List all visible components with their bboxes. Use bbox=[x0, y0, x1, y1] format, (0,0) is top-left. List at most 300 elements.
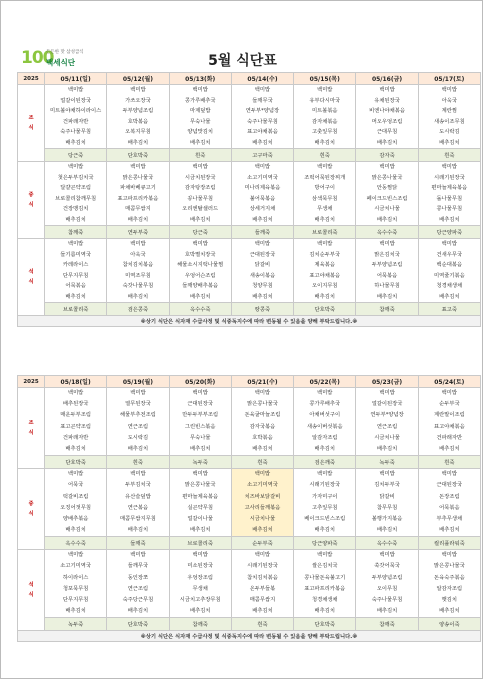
porridge-cell: 단호박죽 bbox=[45, 456, 107, 469]
porridge-cell: 흰죽 bbox=[169, 149, 231, 162]
porridge-cell: 녹두죽 bbox=[356, 456, 418, 469]
menu-item: 첫은두부김치국 bbox=[57, 174, 94, 181]
menu-item: 고춧잎무침 bbox=[311, 129, 338, 135]
menu-item: 유산슬덮밥 bbox=[125, 493, 151, 500]
menu-item: 백미밥 bbox=[254, 87, 271, 93]
menu-item: 우엉어슨조림 bbox=[184, 272, 216, 279]
menu-item: 부추무생채 bbox=[436, 515, 463, 522]
menu-item: 두부양념조림 bbox=[371, 574, 403, 581]
day-header: 05/19(월) bbox=[107, 376, 169, 388]
menu-cell bbox=[169, 388, 231, 456]
porridge-cell: 고구마죽 bbox=[231, 149, 293, 162]
menu-item: 편마늘제육볶음 bbox=[182, 493, 219, 500]
menu-cell bbox=[169, 469, 231, 537]
menu-cell bbox=[356, 85, 418, 149]
menu-item: 하이라이스 bbox=[62, 574, 89, 581]
menu-item: 해물소시지떡나물찜 bbox=[177, 262, 224, 268]
menu-item: 쑥갓어묵국 bbox=[374, 563, 400, 570]
menu-cell bbox=[45, 469, 107, 537]
menu-item: 배추김치 bbox=[65, 216, 86, 223]
year-cell: 2025 bbox=[18, 73, 45, 85]
menu-item: 백미밥 bbox=[192, 471, 208, 478]
meal-row bbox=[18, 162, 481, 226]
menu-item: 배추김치 bbox=[252, 139, 273, 146]
menu-item: 얼갈이된장국 bbox=[60, 97, 91, 104]
menu-item: 비엔나야채볶음 bbox=[369, 108, 405, 114]
week-1-table bbox=[17, 72, 481, 327]
menu-cell bbox=[294, 388, 356, 456]
menu-item: 건새우무국 bbox=[436, 251, 463, 258]
soup-row bbox=[18, 226, 481, 239]
menu-item: 호박멸치장국 bbox=[184, 251, 216, 258]
porridge-cell: 흰죽 bbox=[294, 149, 356, 162]
menu-item: 맑은콩나물국 bbox=[122, 174, 154, 181]
menu-item: 백미밥 bbox=[67, 241, 84, 247]
menu-item: 시래기된장국 bbox=[247, 563, 278, 570]
menu-item: 백미밥 bbox=[192, 87, 208, 93]
menu-item: 연두부*양념장 bbox=[370, 412, 404, 419]
menu-item: 계란말이조림 bbox=[433, 412, 465, 419]
menu-item: 브로콜리참깨무침 bbox=[55, 195, 97, 202]
menu-item: 배추김치 bbox=[376, 216, 398, 223]
menu-item: 백미밥 bbox=[441, 390, 458, 396]
menu-cell bbox=[231, 388, 293, 456]
menu-item: 들깨무국 bbox=[252, 97, 273, 104]
menu-item: 숙주나물무침 bbox=[247, 118, 278, 125]
menu-item: 백미밥 bbox=[130, 164, 146, 170]
menu-item: 백미밥 bbox=[379, 471, 395, 478]
menu-item: 감자국볶음 bbox=[249, 423, 276, 430]
menu-item: 그린빈스볶음 bbox=[184, 423, 216, 430]
menu-item: 알감자조림 bbox=[436, 585, 463, 592]
menu-item: 무숙나물 bbox=[189, 118, 211, 125]
porridge-cell: 검은깨죽 bbox=[294, 456, 356, 469]
menu-item: 표고야채볶음 bbox=[433, 423, 465, 430]
menu-item: 오이무침 bbox=[376, 585, 398, 592]
menu-item: 건파래자반 bbox=[436, 434, 463, 441]
meal-row bbox=[18, 469, 481, 537]
menu-item: 배추김치 bbox=[65, 527, 86, 534]
porridge-cell: 흰죽 bbox=[418, 149, 480, 162]
menu-item: 맑은콩나물국 bbox=[184, 482, 216, 489]
menu-item: 도시락김 bbox=[127, 434, 149, 441]
menu-cell bbox=[169, 550, 231, 618]
menu-item: 배추김치 bbox=[65, 293, 86, 300]
header-row bbox=[18, 376, 481, 388]
menu-cell bbox=[294, 550, 356, 618]
porridge-cell: 단호박죽 bbox=[294, 303, 356, 316]
menu-item: 제육볶음 bbox=[314, 262, 335, 268]
porridge-cell: 참깨죽 bbox=[356, 303, 418, 316]
menu-item: 무숙나물 bbox=[189, 434, 211, 441]
menu-item: 배추김치 bbox=[439, 216, 460, 223]
menu-item: 배추김치 bbox=[189, 216, 211, 223]
meal-label: 조 식 bbox=[18, 85, 45, 162]
menu-item: 두부양념조림 bbox=[122, 108, 154, 114]
menu-item: 매콤무쌈지 bbox=[249, 597, 276, 603]
menu-item: 열무된장국 bbox=[125, 401, 151, 408]
menu-cell bbox=[356, 162, 418, 226]
day-header: 05/15(목) bbox=[294, 73, 356, 85]
menu-item: 온두부들볶 bbox=[249, 585, 276, 592]
menu-item: 얼갈이된장국 bbox=[371, 401, 403, 408]
menu-item: 참치김치볶음 bbox=[247, 574, 278, 581]
day-header: 05/21(수) bbox=[231, 376, 293, 388]
menu-item: 배추김치 bbox=[127, 608, 149, 615]
notice-row bbox=[18, 631, 481, 642]
menu-item: 배추김치 bbox=[439, 139, 460, 146]
porridge-cell: 옥수수죽 bbox=[356, 537, 418, 550]
menu-item: 파채바베큐고기 bbox=[120, 185, 156, 191]
menu-item: 백미밥 bbox=[317, 390, 333, 396]
menu-item: 참치김치볶음 bbox=[122, 262, 154, 268]
notice-row bbox=[18, 316, 481, 327]
day-header: 05/24(토) bbox=[418, 376, 480, 388]
menu-item: 배추김치 bbox=[439, 445, 460, 452]
porridge-cell: 흰죽 bbox=[418, 456, 480, 469]
porridge-cell: 브로콜리죽 bbox=[294, 226, 356, 239]
menu-item: 배추김치 bbox=[189, 139, 211, 146]
menu-item: 백미밥 bbox=[67, 552, 84, 559]
porridge-cell: 들깨죽 bbox=[231, 226, 293, 239]
porridge-cell: 흰죽 bbox=[231, 456, 293, 469]
menu-item: 배추김치 bbox=[314, 445, 335, 452]
menu-item: 배추김치 bbox=[439, 608, 460, 615]
menu-item: 고사리들깨볶음 bbox=[244, 504, 281, 511]
menu-item: 매콤무쌈지 bbox=[125, 206, 151, 212]
menu-item: 꽁나물무침 bbox=[187, 195, 213, 202]
menu-item: 배추김치 bbox=[65, 445, 86, 452]
porridge-cell: 흰죽 bbox=[107, 456, 169, 469]
menu-item: 페이크드빈스조림 bbox=[366, 195, 408, 202]
menu-item: 들깨양배추볶음 bbox=[182, 283, 219, 289]
menu-cell bbox=[294, 85, 356, 149]
menu-item: 소고기미역국 bbox=[247, 174, 278, 181]
menu-item: 백미밥 bbox=[130, 390, 146, 396]
menu-item: 백미밥 bbox=[130, 471, 146, 478]
menu-item: 김치순두부국 bbox=[309, 251, 341, 258]
menu-item: 백미밥 bbox=[192, 390, 208, 396]
menu-item: 햇김치 bbox=[441, 597, 458, 603]
day-header: 05/13(화) bbox=[169, 73, 231, 85]
menu-cell bbox=[45, 85, 107, 149]
menu-cell bbox=[107, 469, 169, 537]
menu-cell bbox=[418, 388, 480, 456]
menu-item: 표고파프리카볶음 bbox=[117, 195, 159, 202]
menu-item: 백미밥 bbox=[441, 241, 458, 247]
menu-cell bbox=[356, 550, 418, 618]
menu-item: 시금치나물 bbox=[249, 515, 276, 522]
menu-item: 아욱국 bbox=[441, 97, 458, 104]
menu-item: 새송이버섯볶음 bbox=[306, 423, 343, 430]
menu-item: 새송이볶음 bbox=[249, 272, 276, 279]
menu-item: 상세거지채 bbox=[249, 206, 276, 212]
menu-item: 숙주당근무침 bbox=[122, 597, 154, 603]
menu-item: 김치두부국 bbox=[374, 482, 400, 489]
menu-item: 머오우엉조림 bbox=[371, 118, 403, 125]
menu-item: 미나리제육볶음 bbox=[244, 185, 281, 191]
porridge-cell: 순두부죽 bbox=[231, 537, 293, 550]
menu-item: 어묵볶음 bbox=[65, 283, 86, 289]
menu-item: 감자탕장조림 bbox=[184, 185, 216, 191]
menu-item: 무생채 bbox=[317, 206, 333, 212]
menu-item: 두부양념조림 bbox=[371, 262, 403, 268]
day-header: 05/11(일) bbox=[45, 73, 107, 85]
menu-item: 시래기된장국 bbox=[433, 174, 465, 181]
menu-cell bbox=[169, 239, 231, 303]
menu-item: 호박볶음 bbox=[252, 434, 273, 441]
menu-item: 배추김치 bbox=[189, 608, 211, 615]
menu-item: 표고야채볶음 bbox=[247, 129, 278, 135]
menu-item: 만두두부부조림 bbox=[182, 412, 219, 419]
porridge-cell: 옥수수죽 bbox=[169, 303, 231, 316]
menu-cell bbox=[356, 388, 418, 456]
menu-item: 어묵볶음 bbox=[376, 272, 398, 279]
menu-item: 근대된장국 bbox=[249, 251, 276, 258]
meal-label: 석 식 bbox=[18, 550, 45, 631]
menu-item: 닭갈비 bbox=[254, 262, 271, 268]
porridge-cell: 들깨죽 bbox=[107, 537, 169, 550]
menu-item: 배추김치 bbox=[189, 527, 211, 534]
menu-item: 배추된장국 bbox=[62, 401, 89, 408]
menu-item: 연근조림 bbox=[127, 585, 149, 592]
menu-item: 돈육굴마늘조림 bbox=[244, 412, 281, 419]
day-header: 05/14(수) bbox=[231, 73, 293, 85]
menu-item: 우엉장조림 bbox=[187, 574, 213, 581]
meal-row bbox=[18, 85, 481, 149]
menu-cell bbox=[418, 85, 480, 149]
porridge-cell: 당근양파죽 bbox=[294, 537, 356, 550]
menu-item: 배추김치 bbox=[439, 527, 460, 534]
menu-item: 돈육숙주볶음 bbox=[433, 574, 465, 581]
menu-item: 오리엔탈샐러드 bbox=[182, 206, 219, 212]
menu-item: 배추김치 bbox=[252, 608, 273, 615]
menu-item: 카레라이스 bbox=[62, 262, 89, 268]
menu-item: 배추김치 bbox=[376, 608, 398, 615]
menu-item: 백미밥 bbox=[130, 552, 146, 559]
menu-cell bbox=[45, 239, 107, 303]
menu-item: 건파래자반 bbox=[62, 118, 89, 125]
logo-brand-name: 백세식단 bbox=[46, 58, 75, 67]
menu-item: 순두부국 bbox=[439, 401, 460, 408]
menu-item: 백미밥 bbox=[317, 552, 333, 559]
menu-item: 배추김치 bbox=[127, 527, 149, 534]
menu-item: 새송이조무침 bbox=[433, 118, 465, 125]
menu-item: 백미밥 bbox=[317, 164, 333, 170]
soup-row bbox=[18, 618, 481, 631]
menu-item: 근대무침 bbox=[376, 129, 398, 135]
menu-item: 유채된장국 bbox=[374, 97, 400, 104]
menu-item: 백미밥 bbox=[317, 87, 333, 93]
menu-item: 가쓰오장국 bbox=[125, 97, 151, 104]
porridge-cell: 흰죽 bbox=[231, 618, 293, 631]
menu-item: 삼색묵무침 bbox=[311, 195, 338, 202]
menu-item: 조떡어묵된장찌개 bbox=[304, 174, 346, 181]
menu-item: 연근조림 bbox=[376, 423, 398, 430]
menu-item: 배추김치 bbox=[314, 139, 335, 146]
menu-item: 청경채생채 bbox=[436, 283, 463, 289]
menu-item: 고추잎무침 bbox=[311, 504, 338, 511]
menu-item: 소고기미역국 bbox=[60, 563, 91, 570]
menu-cell bbox=[294, 469, 356, 537]
menu-item: 시금치고추장무침 bbox=[179, 597, 221, 603]
meal-row bbox=[18, 239, 481, 303]
menu-item: 백미밥 bbox=[192, 164, 208, 170]
menu-item: 가자미구이 bbox=[311, 493, 338, 500]
menu-item: 오복지무침 bbox=[125, 129, 151, 135]
menu-cell bbox=[418, 239, 480, 303]
day-header: 05/18(일) bbox=[45, 376, 107, 388]
menu-item: 맑은김치국 bbox=[374, 251, 400, 258]
menu-item: 백미밥 bbox=[441, 164, 458, 170]
menu-cell bbox=[418, 550, 480, 618]
menu-cell bbox=[169, 85, 231, 149]
day-header: 05/22(목) bbox=[294, 376, 356, 388]
menu-item: 배추김치 bbox=[65, 608, 86, 615]
menu-item: 참무무침 bbox=[376, 504, 398, 511]
day-header: 05/16(금) bbox=[356, 73, 418, 85]
menu-item: 돌나물무침 bbox=[436, 195, 463, 202]
menu-cell bbox=[231, 550, 293, 618]
menu-item: 아채버섯구이 bbox=[309, 412, 341, 419]
menu-item: 숙갓나물무침 bbox=[122, 283, 154, 289]
menu-item: 배추김치 bbox=[314, 608, 335, 615]
menu-item: 건장맹김치 bbox=[62, 206, 89, 212]
menu-item: 동인장쪼 bbox=[127, 574, 149, 581]
menu-item: 건파래자반 bbox=[62, 434, 89, 441]
menu-item: 매콤무쌈지무침 bbox=[120, 515, 156, 522]
porridge-cell: 단호박죽 bbox=[107, 149, 169, 162]
menu-cell bbox=[356, 239, 418, 303]
menu-item: 미역조무침 bbox=[125, 272, 151, 279]
menu-item: 어묵국 bbox=[67, 482, 84, 489]
menu-item: 돈장조림 bbox=[439, 493, 460, 500]
menu-item: 배추김치 bbox=[376, 445, 398, 452]
menu-item: 백미밥 bbox=[441, 552, 458, 559]
menu-item: 양배추볶음 bbox=[62, 515, 89, 522]
menu-item: 방어구이 bbox=[314, 185, 335, 191]
menu-item: 배추김치 bbox=[439, 293, 460, 300]
porridge-cell: 컬리플라워죽 bbox=[418, 537, 480, 550]
menu-item: 해물부추전조림 bbox=[120, 412, 156, 419]
menu-item: 미소된장국 bbox=[187, 563, 213, 570]
menu-cell bbox=[418, 469, 480, 537]
menu-item: 마제덮밥 bbox=[189, 108, 211, 114]
menu-item: 단무지무침 bbox=[62, 597, 89, 603]
header-row bbox=[18, 73, 481, 85]
menu-item: 콩나물무침 bbox=[436, 206, 463, 212]
menu-item: 맑은콩나물국 bbox=[433, 563, 465, 570]
menu-item: 미트볼볶음 bbox=[311, 108, 338, 114]
menu-item: 아욱국 bbox=[130, 251, 146, 258]
day-header: 05/12(월) bbox=[107, 73, 169, 85]
porridge-cell: 땅콩죽 bbox=[231, 303, 293, 316]
menu-item: 시래기된장국 bbox=[309, 482, 341, 489]
menu-item: 백미밥 bbox=[192, 241, 208, 247]
menu-item: 양념맛김치 bbox=[187, 129, 213, 135]
menu-item: 베이크드빈스조림 bbox=[304, 515, 346, 522]
menu-item: 배추김치 bbox=[189, 445, 211, 452]
menu-item: 불어묵볶음 bbox=[249, 195, 276, 202]
menu-item: 계란찜 bbox=[441, 108, 458, 114]
menu-item: 연근볶음 bbox=[127, 504, 149, 511]
menu-item: 백미밥 bbox=[254, 164, 271, 170]
menu-item: 실곤약무침 bbox=[187, 504, 213, 511]
menu-item: 백미밥 bbox=[67, 471, 84, 478]
menu-item: 하나물무침 bbox=[374, 283, 400, 289]
menu-item: 배추김치 bbox=[189, 293, 211, 300]
menu-cell bbox=[107, 85, 169, 149]
menu-item: 두부김치국 bbox=[125, 482, 151, 489]
menu-item: 백미밥 bbox=[67, 87, 84, 93]
menu-item: 배추김치 bbox=[252, 527, 273, 534]
menu-item: 배추김치 bbox=[252, 445, 273, 452]
meal-label: 조 식 bbox=[18, 388, 45, 469]
menu-item: 백순대볶음 bbox=[436, 262, 463, 268]
year-cell: 2025 bbox=[18, 376, 45, 388]
menu-item: 맑은콩나물국 bbox=[371, 174, 403, 181]
menu-cell bbox=[107, 162, 169, 226]
menu-cell bbox=[231, 239, 293, 303]
menu-item: 배추김치 bbox=[127, 445, 149, 452]
porridge-cell: 옥수수죽 bbox=[45, 537, 107, 550]
porridge-cell: 참깨죽 bbox=[45, 226, 107, 239]
menu-item: 배추김치 bbox=[252, 216, 273, 223]
porridge-cell: 브로콜리죽 bbox=[45, 303, 107, 316]
meal-row bbox=[18, 388, 481, 456]
menu-item: 청포묵무침 bbox=[62, 585, 89, 592]
soup-row bbox=[18, 537, 481, 550]
menu-cell bbox=[169, 162, 231, 226]
soup-row bbox=[18, 303, 481, 316]
meal-label: 석 식 bbox=[18, 239, 45, 316]
menu-cell bbox=[107, 550, 169, 618]
meal-label: 중 식 bbox=[18, 469, 45, 550]
menu-item: 들깨무국 bbox=[127, 563, 149, 570]
menu-item: 도시락김 bbox=[439, 129, 460, 135]
menu-item: 백미밥 bbox=[441, 87, 458, 93]
menu-item: 알감자조림 bbox=[311, 434, 338, 441]
menu-item: 유부다시마국 bbox=[309, 97, 341, 104]
menu-item: 백미밥 bbox=[317, 471, 333, 478]
menu-item: 치즈바보닭갈비 bbox=[244, 493, 281, 500]
menu-item: 어묵볶음 bbox=[439, 504, 460, 511]
logo-tagline: 든든한 맛 삼성급식 bbox=[46, 50, 84, 55]
menu-item: 오이지무침 bbox=[311, 283, 338, 289]
menu-item: 안동찜닭 bbox=[376, 185, 398, 191]
menu-item: 달걀곤약조림 bbox=[60, 185, 91, 191]
menu-cell bbox=[107, 388, 169, 456]
menu-item: 무생채 bbox=[192, 585, 208, 592]
menu-item: 백미밥 bbox=[254, 552, 271, 559]
menu-item: 백미밥 bbox=[67, 390, 84, 396]
menu-item: 청양무침 bbox=[252, 283, 273, 289]
menu-item: 오징어젓무침 bbox=[60, 504, 91, 511]
menu-cell bbox=[45, 388, 107, 456]
logo-number: 100 bbox=[21, 48, 54, 68]
day-header: 05/17(토) bbox=[418, 73, 480, 85]
menu-cell bbox=[231, 469, 293, 537]
porridge-cell: 단호박죽 bbox=[294, 618, 356, 631]
porridge-cell: 브로콜리죽 bbox=[169, 537, 231, 550]
menu-item: 백미밥 bbox=[379, 164, 395, 170]
menu-item: 시금치된장국 bbox=[184, 174, 216, 181]
menu-item: 백미밥 bbox=[130, 87, 146, 93]
menu-item: 백미밥 bbox=[379, 552, 395, 559]
menu-item: 배추김치 bbox=[376, 293, 398, 300]
menu-item: 배추김치 bbox=[376, 527, 398, 534]
menu-cell bbox=[107, 239, 169, 303]
